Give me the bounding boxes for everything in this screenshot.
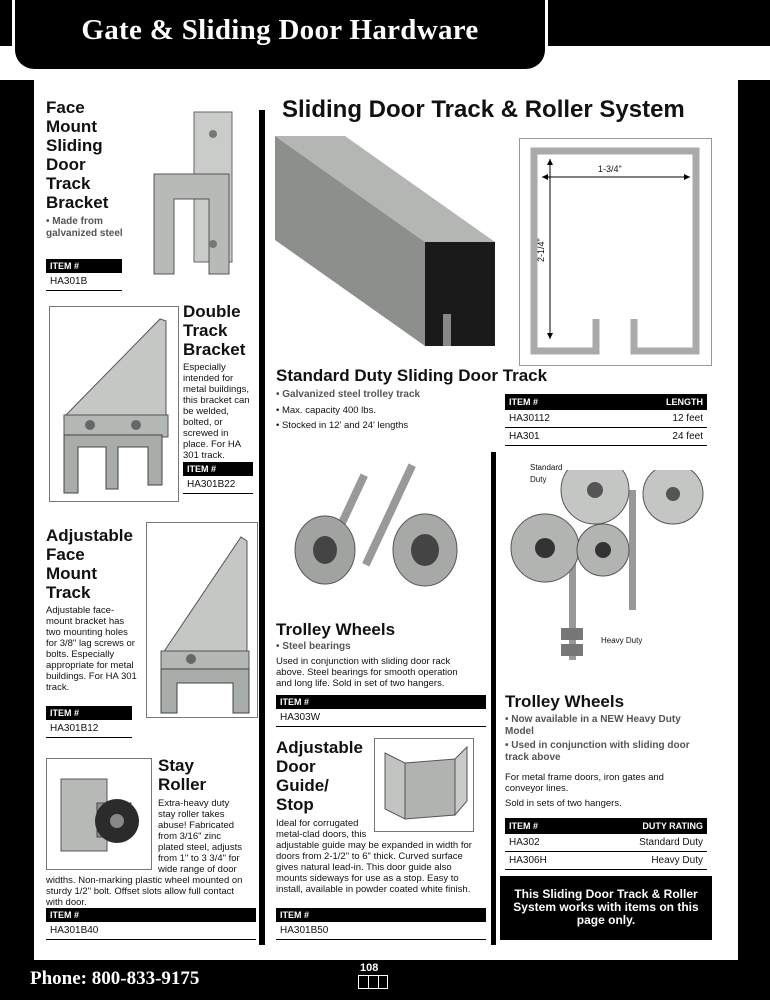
title-line: Track [46,174,91,193]
double-track-title [183,302,257,359]
footer-phone: Phone: 800-833-9175 [30,968,200,989]
track-title: Standard Duty Sliding Door Track [276,366,548,385]
table-row [505,834,707,852]
title-line: Roller [158,775,207,794]
right-border [738,80,770,960]
cell-item: HA302 [505,834,584,852]
title-line: Bracket [183,340,246,359]
cell-length: 12 feet [610,410,707,428]
trolley-right-bullet-new: • Now available in a NEW Heavy Duty Model [505,714,681,737]
item-number: HA301B [46,273,122,291]
cell-duty: Standard Duty [584,834,707,852]
item-label: ITEM # [46,908,256,922]
title-line: Adjustable [276,738,363,757]
item-number: HA303W [276,709,486,727]
table-row [505,852,707,870]
title-line: Mount [46,117,97,136]
table-row [505,410,707,428]
double-track-description: Especially intended for metal buildings, this bracket can be welded, bolted, or screwed in place. For HA 301 track. [183,362,250,461]
item-label: ITEM # [46,706,132,720]
label-heavy-duty: Heavy Duty [601,636,643,645]
door-guide-item [276,908,486,940]
item-number: HA301B50 [276,922,486,940]
text-wrap-spacer [46,798,158,874]
cell-item: HA306H [505,852,584,870]
title-line: Guide/ [276,776,329,795]
system-title: Sliding Door Track & Roller System [282,96,685,123]
trolley-left-title: Trolley Wheels [276,620,396,639]
item-label: ITEM # [276,695,486,709]
title-line: Sliding [46,136,103,155]
track-note-lengths: • Stocked in 12' and 24' lengths [276,420,409,431]
door-guide-text: Ideal for corrugated metal-clad doors, this adjustable guide may be expanded in width for doors from 2-1/2" to 6" thick. Curved surface gives natural lead-in. This door guide also mounts sideways for use as a stop. Easy to install, available in powder coated white finish. [276,818,472,895]
door-guide-title [276,738,374,814]
double-track-image-frame [49,306,179,502]
title-line: Stay [158,756,194,775]
title-line: Bracket [46,193,109,212]
trolley-right-bullet-use: • Used in conjunction with sliding door track above [505,740,690,763]
title-line: Face [46,545,85,564]
stay-roller-item [46,908,256,940]
col-item: ITEM # [509,397,539,407]
label-standard-duty: Standard Duty [530,463,563,484]
track-bullet: • Galvanized steel trolley track [276,389,421,400]
title-line: Adjustable [46,526,133,545]
left-border [0,80,34,960]
adjustable-face-description: Adjustable face-mount bracket has two mounting holes for 3/8" lag screws or bolts. Especially appropriate for metal buildings. For HA 301 track. [46,605,137,693]
page-number: 108 [360,962,379,974]
face-mount-item [46,259,122,291]
cell-item: HA30112 [505,410,610,428]
cell-duty: Heavy Duty [584,852,707,870]
trolley-right-description: For metal frame doors, iron gates and conveyor lines. [505,772,664,794]
face-mount-bracket-image [134,104,242,284]
col-item: ITEM # [509,821,539,831]
double-track-bracket-image [50,307,178,501]
track-note-capacity: • Max. capacity 400 lbs. [276,405,376,416]
table-header [505,394,707,410]
trolley-wheels-image [285,450,485,620]
stay-roller-description [46,798,246,908]
text-wrap-spacer [376,818,476,834]
item-number: HA301B12 [46,720,132,738]
trolley-right-table [505,818,707,870]
trolley-right-sold: Sold in sets of two hangers. [505,798,622,809]
title-line: Track [183,321,228,340]
title-line: Double [183,302,241,321]
title-line: Door [276,757,316,776]
trolley-left-bullet: • Steel bearings [276,641,351,652]
page-logo-icon [358,975,388,989]
item-label: ITEM # [183,462,253,476]
track-image [275,136,513,366]
adjustable-face-bracket-image [147,523,257,717]
column-divider-right [491,452,496,945]
adjustable-face-item [46,706,132,738]
item-number: HA301B22 [183,476,253,494]
trolley-left-item [276,695,486,727]
column-divider-left [259,110,265,945]
table-header [505,818,707,834]
trolley-left-description: Used in conjunction with sliding door rack above. Steel bearings for smooth operation and long life. Sold in set of two hangers. [276,656,458,689]
door-guide-description [276,818,476,895]
diagram-width-label: 1-3/4" [598,164,622,174]
trolley-duty-image [505,470,705,690]
diagram-height-label: 2-1/4" [536,238,546,262]
adjustable-face-image-frame [146,522,258,718]
page-title: Gate & Sliding Door Hardware [81,14,479,46]
cell-length: 24 feet [610,428,707,446]
title-line: Face [46,98,85,117]
cell-item: HA301 [505,428,610,446]
stay-roller-text: Extra-heavy duty stay roller takes abuse! Fabricated from 3/16" zinc plated steel, adjusts from 1" to 3 3/4" for wide range of door widths. Non-marking plastic wheel mounted on sturdy 1/2" bolt. Offset slots allow full contact with door. [46,798,243,908]
item-label: ITEM # [276,908,486,922]
double-track-item [183,462,253,494]
title-line: Track [46,583,91,602]
item-label: ITEM # [46,259,122,273]
face-mount-title [46,98,136,212]
adjustable-face-title [46,526,146,602]
col-length: LENGTH [666,397,703,407]
title-line: Door [46,155,86,174]
trolley-right-title: Trolley Wheels [505,692,625,711]
face-mount-bullet: • Made from galvanized steel [46,216,123,239]
track-table [505,394,707,446]
system-note-banner: This Sliding Door Track & Roller System works with items on this page only. [500,876,712,940]
item-number: HA301B40 [46,922,256,940]
title-line: Mount [46,564,97,583]
title-line: Stop [276,795,314,814]
col-duty: DUTY RATING [642,821,703,831]
stay-roller-title [158,756,238,794]
table-row [505,428,707,446]
